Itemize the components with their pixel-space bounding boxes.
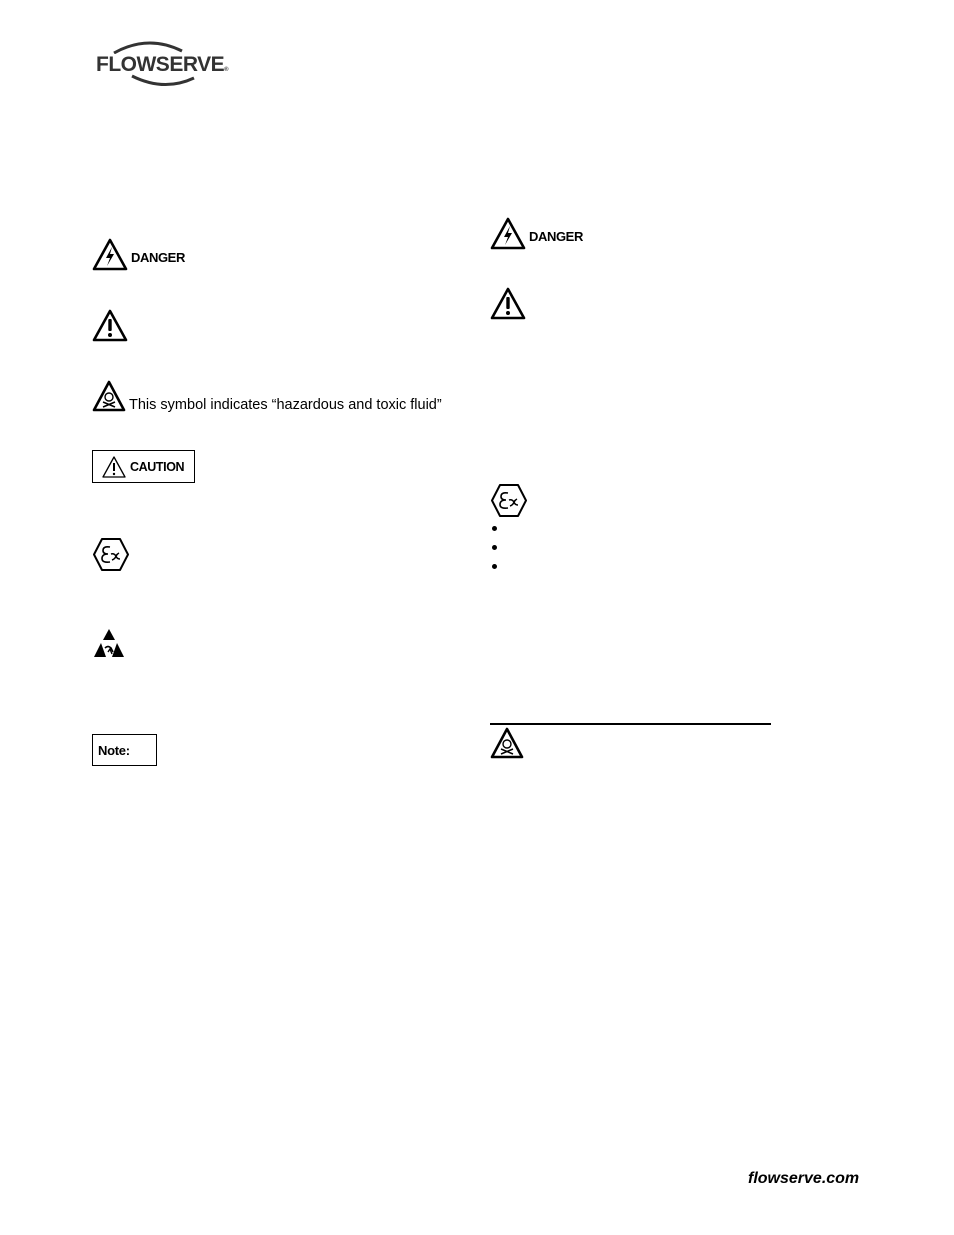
toxic-hazard-icon [92,380,126,412]
warning-icon [490,287,526,320]
atex-ex-icon [490,483,528,518]
list-bullet [492,526,497,531]
caution-box [92,450,195,483]
note-box [92,734,157,766]
list-bullet [492,564,497,569]
logo-swoosh-top-icon [108,40,188,54]
logo-swoosh-bottom-icon [128,74,200,88]
toxic-symbol-description: This symbol indicates “hazardous and toxic fluid” [129,397,442,413]
atex-ex-icon [92,537,130,572]
section-divider [490,723,771,725]
logo-text: FLOWSERVE® [96,53,229,76]
flowserve-logo [94,40,229,88]
footer-url: flowserve.com [748,1170,860,1187]
warning-icon [92,309,128,342]
toxic-hazard-icon [490,727,524,759]
caution-label: CAUTION [130,459,185,474]
list-bullet [492,545,497,550]
danger-label: DANGER [529,229,583,244]
electrical-hazard-icon [92,238,128,271]
electrical-hazard-icon [490,217,526,250]
esd-sensitive-icon [92,628,126,660]
caution-warning-icon [101,455,127,479]
danger-label: DANGER [131,250,185,265]
note-label: Note: [98,742,130,758]
